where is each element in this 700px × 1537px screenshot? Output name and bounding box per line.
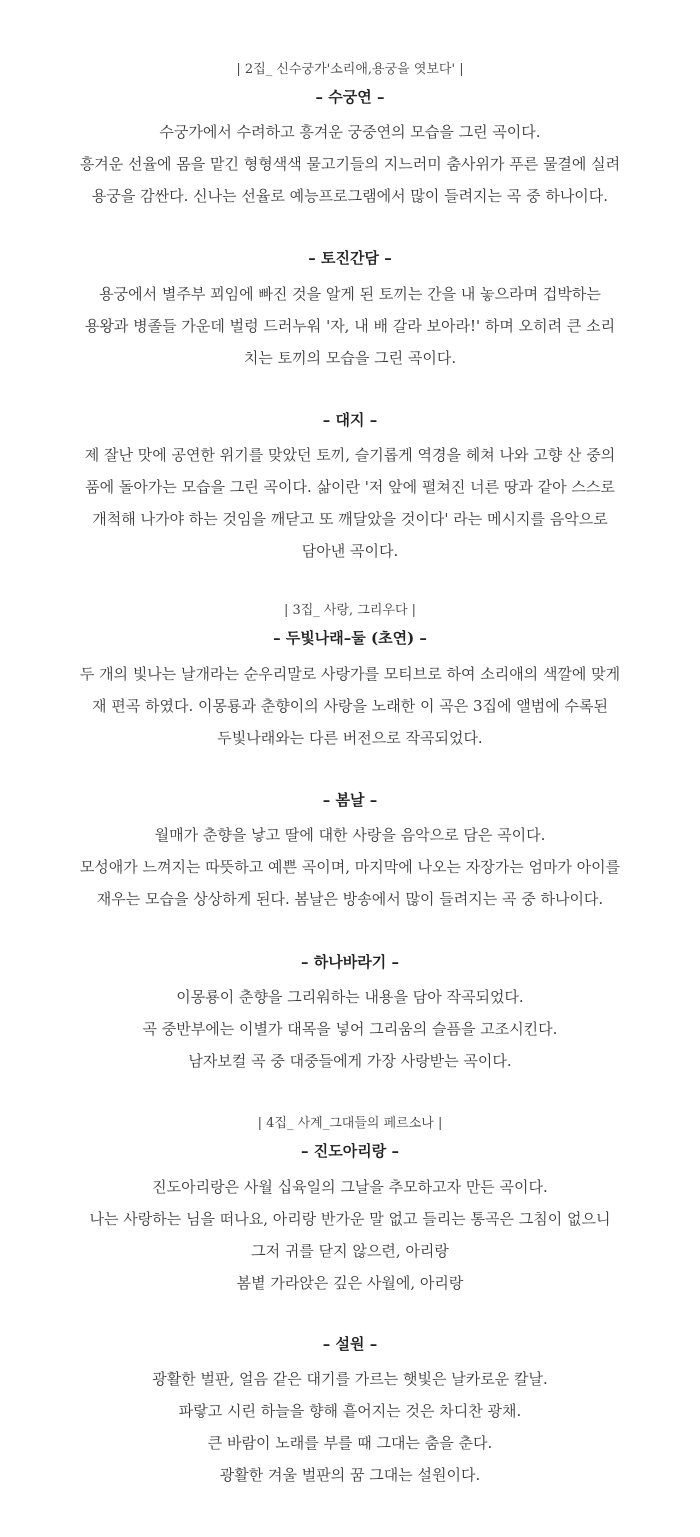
- song-description: [40, 1171, 660, 1299]
- description-line: 담아낸 곡이다.: [301, 542, 399, 560]
- song-description: [40, 819, 660, 915]
- description-line: 모성애가 느껴지는 따뜻하고 예쁜 곡이며, 마지막에 나오는 자장가는 엄마가 아이를: [79, 858, 621, 876]
- album-header: | 4집_ 사계_그대들의 페르소나 |: [257, 1116, 443, 1131]
- song-title: – 진도아리랑 –: [301, 1142, 399, 1160]
- song-description: [40, 278, 660, 374]
- description-line: 파랗고 시린 하늘을 향해 흩어지는 것은 차디찬 광채.: [178, 1402, 522, 1420]
- song-description: [40, 981, 660, 1077]
- song-title: – 봄날 –: [322, 791, 378, 809]
- description-line: 진도아리랑은 사월 십육일의 그날을 추모하고자 만든 곡이다.: [152, 1178, 548, 1196]
- description-line: 나는 사랑하는 님을 떠나요, 아리랑 반가운 말 없고 들리는 통곡은 그침이 없으니: [89, 1210, 611, 1228]
- song-title: – 하나바라기 –: [301, 953, 399, 971]
- description-line: 곡 중반부에는 이별가 대목을 넣어 그리움의 슬픔을 고조시킨다.: [142, 1020, 558, 1038]
- description-line: 두 개의 빛나는 날개라는 순우리말로 사랑가를 모티브로 하여 소리애의 색깔에 맞게: [79, 665, 621, 683]
- description-line: 큰 바람이 노래를 부를 때 그대는 춤을 춘다.: [207, 1434, 493, 1452]
- description-line: 그저 귀를 닫지 않으련, 아리랑: [251, 1242, 449, 1260]
- album-header: | 3집_ 사랑, 그리우다 |: [283, 603, 417, 618]
- description-line: 용궁을 감싼다. 신나는 선율로 예능프로그램에서 많이 들려지는 곡 중 하나이다.: [91, 187, 609, 205]
- song-title: – 수궁연 –: [315, 88, 385, 106]
- song-title: – 설원 –: [322, 1335, 378, 1353]
- description-line: 재 편곡 하였다. 이몽룡과 춘향이의 사랑을 노래한 이 곡은 3집에 앨범에 수록된: [92, 697, 608, 715]
- description-line: 품에 돌아가는 모습을 그린 곡이다. 삶이란 '저 앞에 펼쳐진 너른 땅과 같아 스스로: [85, 478, 615, 496]
- song-description: [40, 658, 660, 754]
- description-line: 제 잘난 맛에 공연한 위기를 맞았던 토끼, 슬기롭게 역경을 헤쳐 나와 고향 산 중의: [84, 446, 616, 464]
- description-line: 이몽룡이 춘향을 그리워하는 내용을 담아 작곡되었다.: [176, 988, 524, 1006]
- album-header: | 2집_ 신수궁가'소리애,용궁을 엿보다' |: [236, 62, 464, 77]
- description-line: 용왕과 병졸들 가운데 벌렁 드러누워 '자, 내 배 갈라 보아라!' 하며 오히려 큰 소리: [84, 317, 616, 335]
- song-title: – 대지 –: [322, 411, 378, 429]
- description-line: 봄볕 가라앉은 깊은 사월에, 아리랑: [236, 1274, 464, 1292]
- description-line: 흥겨운 선율에 몸을 맡긴 형형색색 물고기들의 지느러미 춤사위가 푸른 물결에 실려: [79, 155, 621, 173]
- song-description: [40, 116, 660, 212]
- description-line: 용궁에서 별주부 꾀임에 빠진 것을 알게 된 토끼는 간을 내 놓으라며 겁박하는: [99, 285, 601, 303]
- description-line: 재우는 모습을 상상하게 된다. 봄날은 방송에서 많이 들려지는 곡 중 하나이다.: [96, 890, 604, 908]
- description-line: 개척해 나가야 하는 것임을 깨닫고 또 깨달았을 것이다' 라는 메시지를 음악으로: [92, 510, 608, 528]
- description-line: 치는 토끼의 모습을 그린 곡이다.: [243, 349, 457, 367]
- song-description: [40, 1363, 660, 1491]
- description-line: 광활한 벌판, 얼음 같은 대기를 가르는 햇빛은 날카로운 칼날.: [152, 1370, 548, 1388]
- description-line: 수궁가에서 수려하고 흥겨운 궁중연의 모습을 그린 곡이다.: [159, 123, 541, 141]
- description-line: 광활한 겨울 벌판의 꿈 그대는 설원이다.: [219, 1466, 481, 1484]
- description-line: 두빛나래와는 다른 버전으로 작곡되었다.: [217, 729, 483, 747]
- description-line: 월매가 춘향을 낳고 딸에 대한 사랑을 음악으로 담은 곡이다.: [154, 826, 546, 844]
- song-title: – 토진간담 –: [308, 249, 392, 267]
- song-description: [40, 439, 660, 567]
- description-line: 남자보컬 곡 중 대중들에게 가장 사랑받는 곡이다.: [188, 1052, 512, 1070]
- song-title: – 두빛나래–둘 (초연) –: [273, 629, 427, 647]
